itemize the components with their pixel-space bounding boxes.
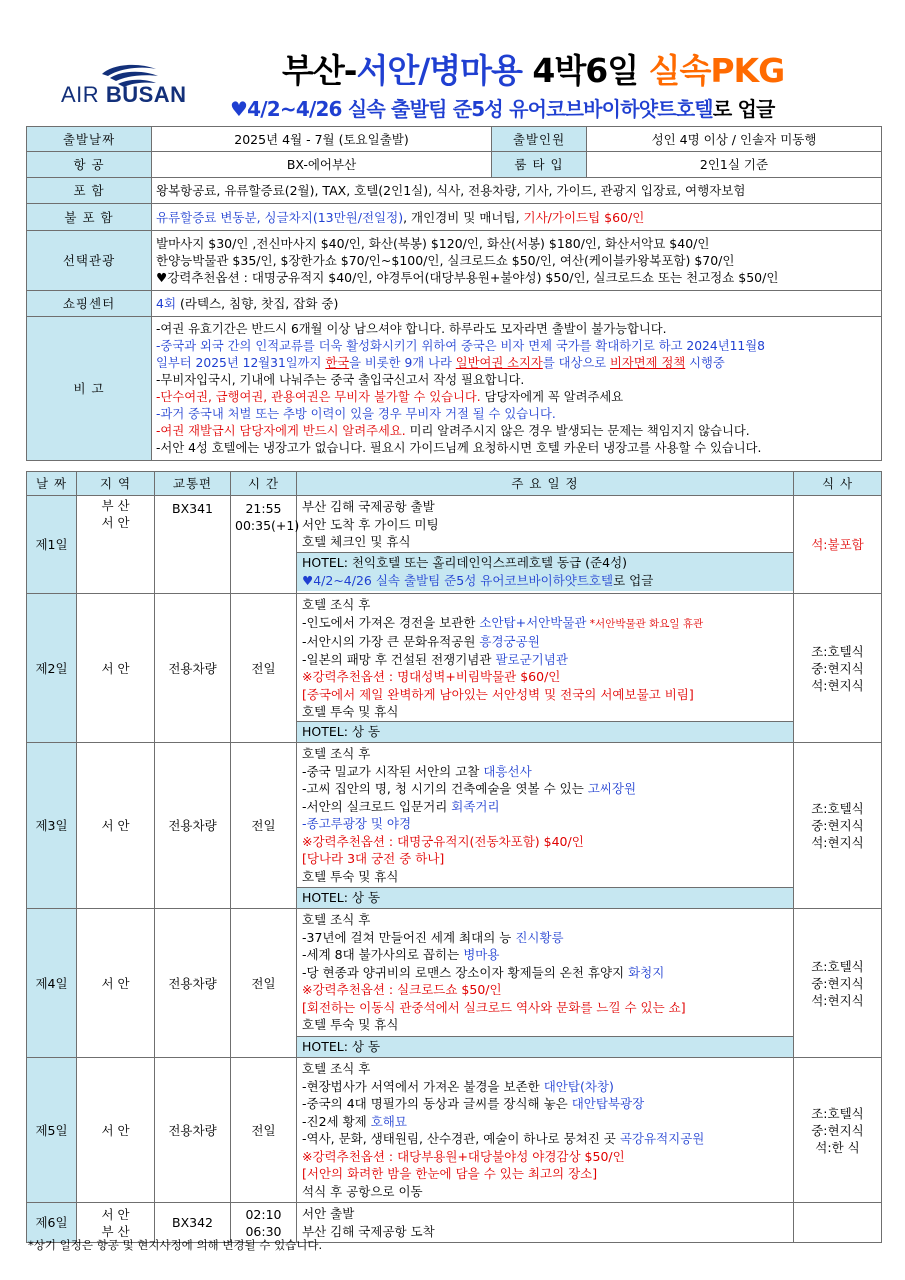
day-row	[27, 909, 882, 1058]
meal	[794, 1203, 882, 1243]
day-label: 제3일	[27, 743, 77, 909]
remark-line: -여권 재발급시 담당자에게 반드시 알려주세요. 미리 알려주시지 않은 경우 발생되는 문제는 책임지지 않습니다.	[156, 423, 750, 438]
remark-line: -단수여권, 급행여권, 관용여권은 무비자 불가할 수 있습니다. 담당자에게 꼭 알려주세요	[156, 389, 624, 404]
remark-line: 일부터 2025년 12월31일까지 한국을 비롯한 9개 나라 일반여권 소지자를 대상으로 비자면제 정책 시행중	[156, 355, 725, 370]
pax-label: 출발인원	[492, 127, 587, 152]
time: 전일	[231, 1058, 297, 1203]
option-line: ♥강력추천옵션 : 대명궁유적지 $40/인, 야경투어(대당부용원+불야성) $50/인, 실크로드쇼 또는 천고정쇼 $50/인	[156, 270, 779, 285]
hotel-info: HOTEL: 상 동	[297, 721, 793, 742]
remark-line: -여권 유효기간은 반드시 6개월 이상 남으셔야 합니다. 하루라도 모자라면 출발이 불가능합니다.	[156, 321, 667, 336]
day-row	[27, 1058, 882, 1203]
schedule: 호텔 조식 후 -중국 밀교가 시작된 서안의 고찰 대흥선사 -고씨 집안의 명, 청 시기의 건축예술을 엿볼 수 있는 고씨장원 -서안의 실크로드 입문거리 회족거리 -종고루광장 및 야경 ※강력추천옵션 : 대명궁유적지(전동차포함) $40/인 [당나라 3대 궁전 중 하나] 호텔 투숙 및 휴식 HOTEL: 상 동	[297, 743, 794, 909]
logo-text: AIR BUSAN	[61, 82, 187, 107]
hotel-info: HOTEL: 천익호텔 또는 홀리데인익스프레호텔 동급 (준4성) ♥4/2~4/26 실속 출발팀 준5성 유어코브바이하얏트호텔로 업글	[297, 552, 793, 591]
hotel-info: HOTEL: 상 동	[297, 1036, 793, 1057]
itinerary-header-row	[27, 472, 882, 496]
transport: 전용차량	[155, 1058, 231, 1203]
meal: 조:호텔식 중:현지식 석:현지식	[794, 909, 882, 1058]
schedule: 호텔 조식 후 -37년에 걸쳐 만들어진 세계 최대의 능 진시황릉 -세계 8대 불가사의로 꼽히는 병마용 -당 현종과 양귀비의 로맨스 장소이자 황제들의 온천 휴양지 화청지 ※강력추천옵션 : 실크로드쇼 $50/인 [회전하는 이동식 관중석에서 실크로드 역사와 문화를 느낄 수 있는 쇼] 호텔 투숙 및 휴식 HOTEL: 상 동	[297, 909, 794, 1058]
day-label: 제5일	[27, 1058, 77, 1203]
exclude-label: 불 포 함	[27, 204, 152, 231]
option-line: 한양능박물관 $35/인, $장한가쇼 $70/인~$100/인, 실크로드쇼 $50/인, 여산(케이블카왕복포함) $70/인	[156, 253, 735, 268]
meal: 조:호텔식 중:현지식 석:현지식	[794, 594, 882, 743]
shop-label: 쇼핑센터	[27, 291, 152, 317]
col-header-region: 지 역	[77, 472, 155, 496]
col-header-time: 시 간	[231, 472, 297, 496]
date-value: 2025년 4월 - 7월 (토요일출발)	[152, 127, 492, 152]
schedule: 호텔 조식 후 -인도에서 가져온 경전을 보관한 소안탑+서안박물관 *서안박물관 화요일 휴관 -서안시의 가장 큰 문화유적공원 흥경궁공원 -일본의 패망 후 건설된 전쟁기념관 팔로군기념관 ※강력추천옵션 : 명대성벽+비림박물관 $60/인 [중국에서 제일 완벽하게 남아있는 서안성벽 및 전국의 서예보물고 비림] 호텔 투숙 및 휴식 HOTEL: 상 동	[297, 594, 794, 743]
day-row	[27, 743, 882, 909]
meal: 조:호텔식 중:현지식 석:한 식	[794, 1058, 882, 1203]
day-label: 제6일	[27, 1203, 77, 1243]
day-label: 제1일	[27, 496, 77, 594]
info-row-airline	[27, 152, 882, 178]
region: 부 산 서 안	[77, 496, 155, 594]
remark-line: -무비자입국시, 기내에 나눠주는 중국 출입국신고서 작성 필요합니다.	[156, 372, 525, 387]
transport: BX342	[155, 1203, 231, 1243]
col-header-transport: 교통편	[155, 472, 231, 496]
room-value: 2인1실 기준	[587, 152, 882, 178]
region: 서 안	[77, 1058, 155, 1203]
option-value	[152, 231, 882, 291]
transport: 전용차량	[155, 743, 231, 909]
itinerary-table	[26, 471, 882, 1243]
day-row	[27, 496, 882, 594]
transport: BX341	[155, 496, 231, 594]
remark-label: 비 고	[27, 317, 152, 461]
region: 서 안	[77, 909, 155, 1058]
transport: 전용차량	[155, 909, 231, 1058]
exclude-value: 유류할증료 변동분, 싱글차지(13만원/전일정), 개인경비 및 매너팁, 기사/가이드팁 $60/인	[152, 204, 882, 231]
meal: 조:호텔식 중:현지식 석:현지식	[794, 743, 882, 909]
info-row-options	[27, 231, 882, 291]
region: 서 안	[77, 743, 155, 909]
day-label: 제2일	[27, 594, 77, 743]
time: 전일	[231, 594, 297, 743]
transport: 전용차량	[155, 594, 231, 743]
airline-value: BX-에어부산	[152, 152, 492, 178]
day-row	[27, 594, 882, 743]
remark-value	[152, 317, 882, 461]
col-header-date: 날 짜	[27, 472, 77, 496]
info-row-include	[27, 178, 882, 204]
time: 02:10 06:30	[231, 1203, 297, 1243]
remark-line: -서안 4성 호텔에는 냉장고가 없습니다. 필요시 가이드님께 요청하시면 호텔 카운터 냉장고를 사용할 수 있습니다.	[156, 440, 762, 455]
schedule: 호텔 조식 후 -현장법사가 서역에서 가져온 불경을 보존한 대안탑(차창) -중국의 4대 명필가의 동상과 글씨를 장식해 놓은 대안탑북광장 -진2세 황제 호해묘 -역사, 문화, 생태원림, 산수경관, 예술이 하나로 뭉쳐진 곳 곡강유적지공원 ※강력추천옵션 : 대당부용원+대당불야성 야경감상 $50/인 [서안의 화려한 밤을 한눈에 담을 수 있는 최고의 장소] 석식 후 공항으로 이동	[297, 1058, 794, 1203]
region: 서 안 부 산	[77, 1203, 155, 1243]
header	[0, 0, 905, 125]
footer-note: *상기 일정은 항공 및 현지사정에 의해 변경될 수 있습니다.	[28, 1238, 323, 1252]
meal: 석:불포함	[794, 496, 882, 594]
info-row-shopping	[27, 291, 882, 317]
region: 서 안	[77, 594, 155, 743]
info-table	[26, 126, 882, 461]
page-subtitle: ♥4/2~4/26 실속 출발팀 준5성 유어코브바이하얏트호텔로 업글	[230, 97, 775, 121]
col-header-meal: 식 사	[794, 472, 882, 496]
room-label: 룸 타 입	[492, 152, 587, 178]
pax-value: 성인 4명 이상 / 인솔자 미동행	[587, 127, 882, 152]
time: 전일	[231, 743, 297, 909]
page-title: 부산-서안/병마용 4박6일 실속PKG	[282, 51, 785, 90]
info-row-exclude	[27, 204, 882, 231]
remark-line: -중국과 외국 간의 인적교류를 더욱 활성화시키기 위하여 중국은 비자 면제 국가를 확대하기로 하고 2024년11월8	[156, 338, 765, 353]
shop-value: 4회 (라텍스, 침향, 찻집, 잡화 중)	[152, 291, 882, 317]
time: 전일	[231, 909, 297, 1058]
info-row-remarks	[27, 317, 882, 461]
airline-label: 항 공	[27, 152, 152, 178]
info-row-date	[27, 127, 882, 152]
date-label: 출발날짜	[27, 127, 152, 152]
include-value: 왕복항공료, 유류할증료(2월), TAX, 호텔(2인1실), 식사, 전용차량, 기사, 가이드, 관광지 입장료, 여행자보험	[152, 178, 882, 204]
schedule: 부산 김해 국제공항 출발 서안 도착 후 가이드 미팅 호텔 체크인 및 휴식 HOTEL: 천익호텔 또는 홀리데인익스프레호텔 동급 (준4성) ♥4/2~4/26 실속 출발팀 준5성 유어코브바이하얏트호텔로 업글	[297, 496, 794, 594]
day-label: 제4일	[27, 909, 77, 1058]
hotel-info: HOTEL: 상 동	[297, 887, 793, 908]
schedule: 서안 출발 부산 김해 국제공항 도착	[297, 1203, 794, 1243]
include-label: 포 함	[27, 178, 152, 204]
col-header-schedule: 주 요 일 정	[297, 472, 794, 496]
option-line: 발마사지 $30/인 ,전신마사지 $40/인, 화산(북봉) $120/인, 화산(서봉) $180/인, 화산서악묘 $40/인	[156, 236, 710, 251]
option-label: 선택관광	[27, 231, 152, 291]
remark-line: -과거 중국내 처벌 또는 추방 이력이 있을 경우 무비자 거절 될 수 있습니다.	[156, 406, 556, 421]
time: 21:55 00:35(+1)	[231, 496, 297, 594]
